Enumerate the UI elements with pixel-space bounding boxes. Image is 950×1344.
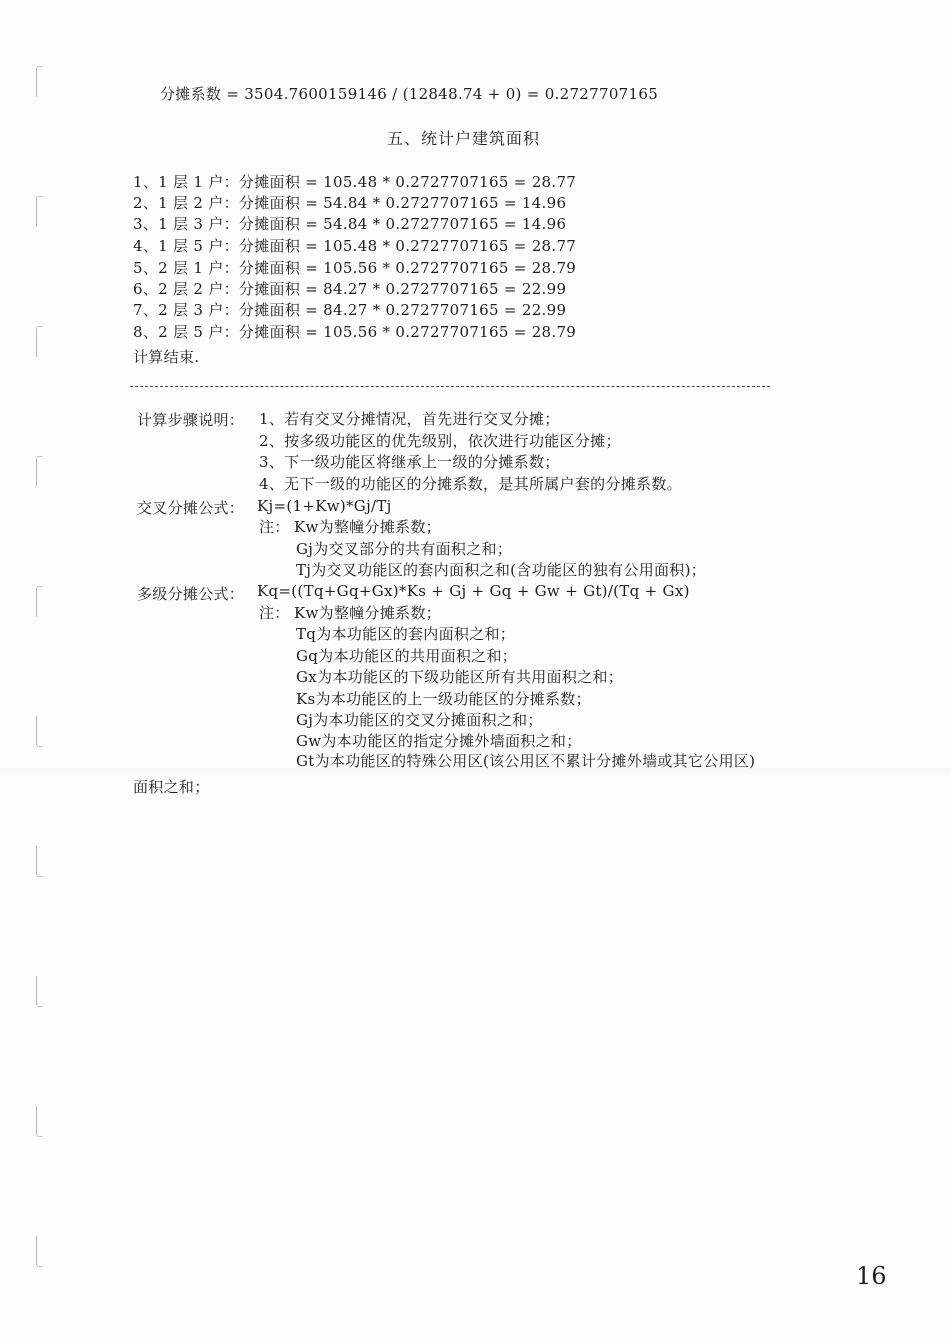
binder-mark (36, 326, 43, 357)
step-item: 4、无下一级的功能区的分摊系数，是其所属户套的分摊系数。 (259, 475, 682, 493)
binder-mark (36, 976, 43, 1007)
binder-mark (36, 66, 43, 97)
multi-note: Kw为整幢分摊系数； (294, 604, 442, 622)
cross-note-label: 注： (259, 518, 290, 536)
step-item: 1、若有交叉分摊情况，首先进行交叉分摊； (259, 410, 560, 428)
binder-mark (36, 846, 43, 877)
steps-label: 计算步骤说明： (137, 411, 245, 429)
cross-formula: Kj=(1+Kw)*Gj/Tj (257, 497, 392, 515)
cross-note: Kw为整幢分摊系数； (294, 518, 442, 536)
allocation-row: 8、2 层 5 户：分摊面积 = 105.56 * 0.2727707165 = 28.79 (133, 323, 577, 341)
binder-mark (36, 1236, 43, 1267)
allocation-row: 4、1 层 5 户：分摊面积 = 105.48 * 0.2727707165 = 28.77 (133, 237, 577, 255)
binder-mark (36, 456, 43, 487)
allocation-row: 7、2 层 3 户：分摊面积 = 84.27 * 0.2727707165 = 22.99 (133, 301, 567, 319)
cross-note: Tj为交叉功能区的套内面积之和(含功能区的独有公用面积)； (296, 561, 707, 579)
allocation-row: 6、2 层 2 户：分摊面积 = 84.27 * 0.2727707165 = 22.99 (133, 280, 567, 298)
step-item: 2、按多级功能区的优先级别，依次进行功能区分摊； (259, 432, 621, 450)
binder-mark (36, 716, 43, 747)
cross-note: Gj为交叉部分的共有面积之和； (296, 540, 513, 558)
allocation-row: 1、1 层 1 户：分摊面积 = 105.48 * 0.2727707165 = 28.77 (133, 173, 577, 191)
section-title: 五、统计户建筑面积 (387, 129, 541, 148)
multi-formula: Kq=((Tq+Gq+Gx)*Ks + Gj + Gq + Gw + Gt)/(Tq + Gx) (257, 582, 690, 600)
multi-note: Gx为本功能区的下级功能区所有共用面积之和； (296, 668, 624, 686)
binder-mark (36, 196, 43, 227)
multi-note-continuation: 面积之和； (133, 778, 210, 796)
cross-formula-label: 交叉分摊公式： (137, 499, 245, 517)
multi-formula-label: 多级分摊公式： (137, 585, 245, 603)
binder-mark (36, 1106, 43, 1137)
end-text: 计算结束. (133, 348, 200, 366)
coefficient-formula: 分摊系数 = 3504.7600159146 / (12848.74 + 0) = 0.2727707165 (160, 85, 659, 103)
multi-note-label: 注： (259, 604, 290, 622)
multi-note: Tq为本功能区的套内面积之和； (296, 625, 516, 643)
multi-note: Gj为本功能区的交叉分摊面积之和； (296, 711, 543, 729)
multi-note: Ks为本功能区的上一级功能区的分摊系数； (296, 690, 591, 708)
allocation-row: 3、1 层 3 户：分摊面积 = 54.84 * 0.2727707165 = 14.96 (133, 215, 567, 233)
step-item: 3、下一级功能区将继承上一级的分摊系数； (259, 453, 560, 471)
dashed-divider (130, 386, 770, 387)
allocation-row: 5、2 层 1 户：分摊面积 = 105.56 * 0.2727707165 = 28.79 (133, 259, 577, 277)
multi-note: Gt为本功能区的特殊公用区(该公用区不累计分摊外墙或其它公用区) (296, 752, 756, 770)
multi-note: Gw为本功能区的指定分摊外墙面积之和； (296, 732, 582, 750)
binder-mark (36, 586, 43, 617)
page-number: 16 (856, 1262, 887, 1290)
allocation-row: 2、1 层 2 户：分摊面积 = 54.84 * 0.2727707165 = 14.96 (133, 194, 567, 212)
multi-note: Gq为本功能区的共用面积之和； (296, 647, 518, 665)
